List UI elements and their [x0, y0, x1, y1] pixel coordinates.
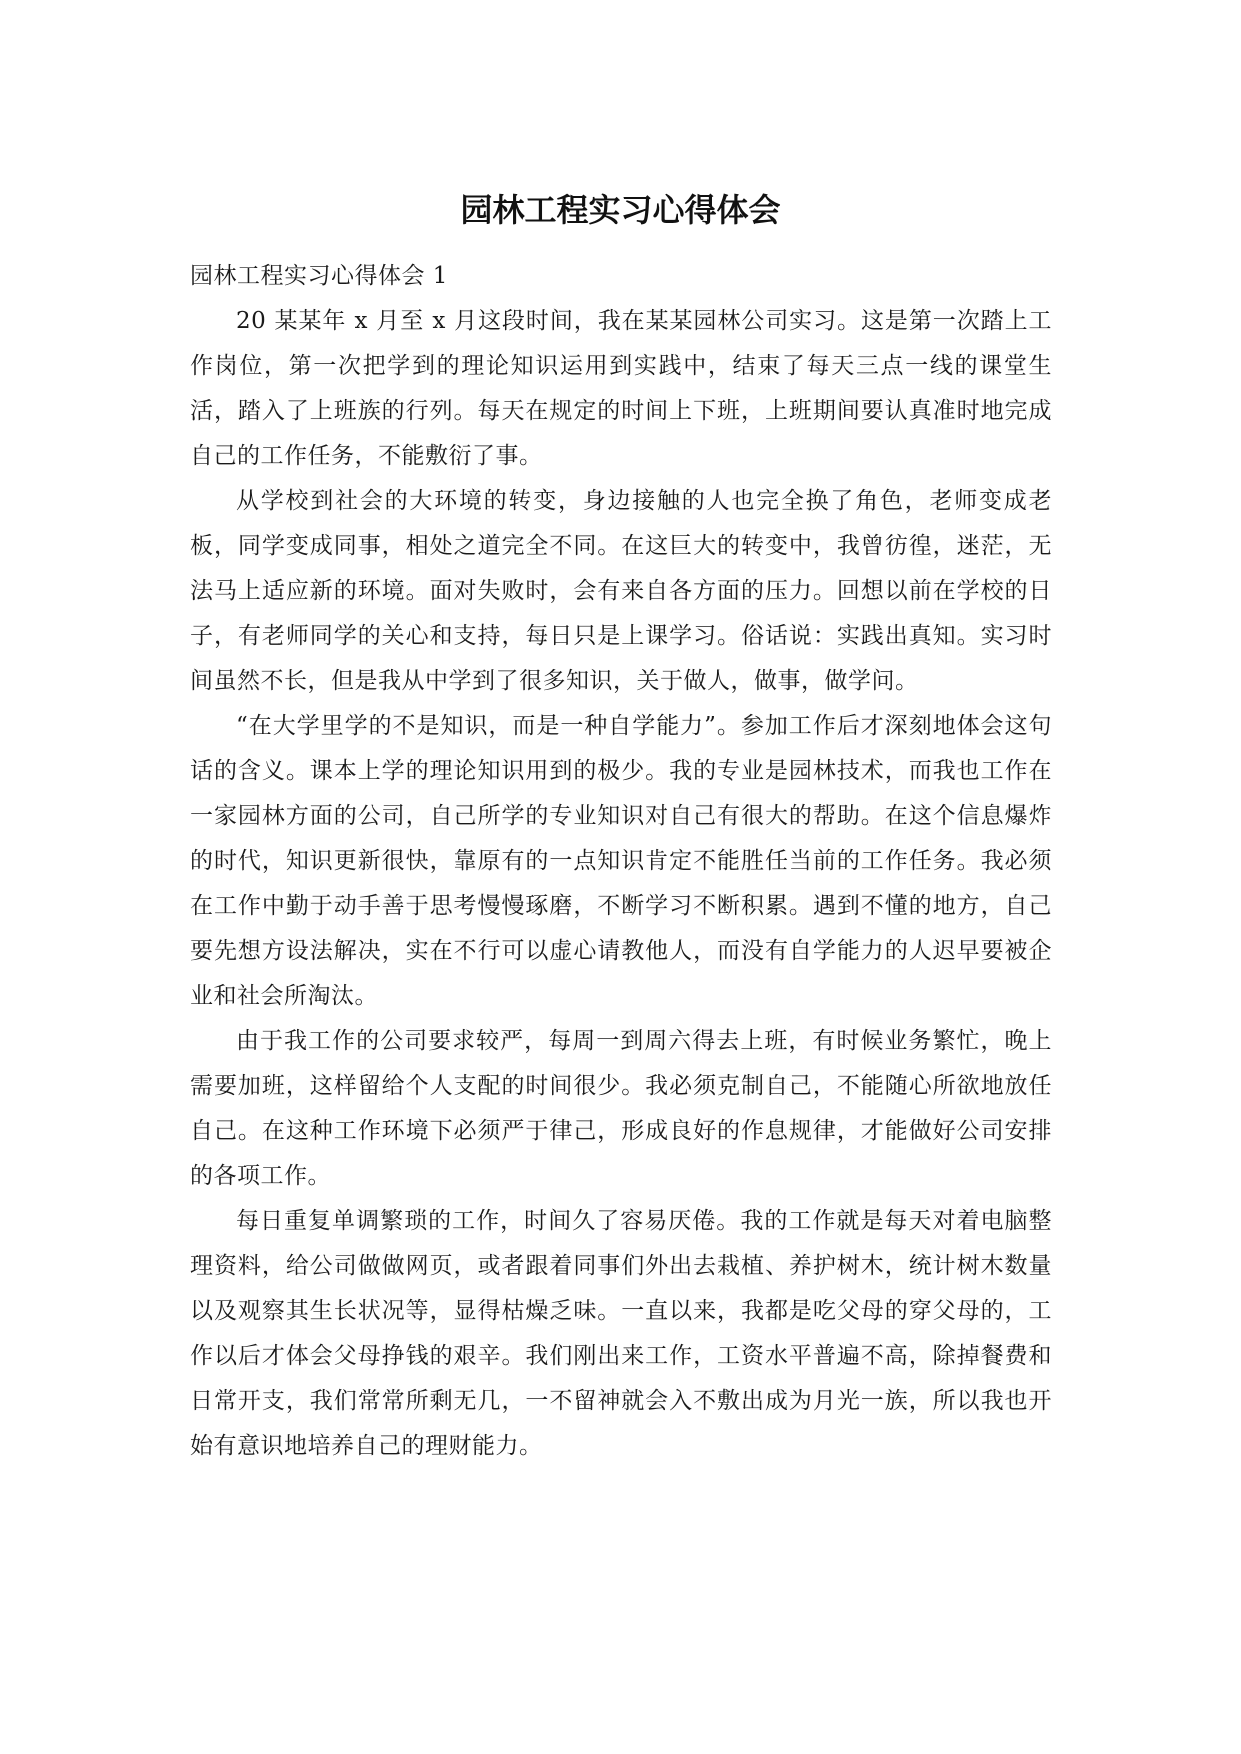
paragraph-2: 从学校到社会的大环境的转变，身边接触的人也完全换了角色，老师变成老板，同学变成同事，相处之道完全不同。在这巨大的转变中，我曾彷徨，迷茫，无法马上适应新的环境。面对失败时，会有来自各方面的压力。回想以前在学校的日子，有老师同学的关心和支持，每日只是上课学习。俗话说：实践出真知。实习时间虽然不长，但是我从中学到了很多知识，关于做人，做事，做学问。	[190, 488, 1052, 694]
paragraph-5: 每日重复单调繁琐的工作，时间久了容易厌倦。我的工作就是每天对着电脑整理资料，给公司做做网页，或者跟着同事们外出去栽植、养护树木，统计树木数量以及观察其生长状况等，显得枯燥乏味。一直以来，我都是吃父母的穿父母的，工作以后才体会父母挣钱的艰辛。我们刚出来工作，工资水平普遍不高，除掉餐费和日常开支，我们常常所剩无几，一不留神就会入不敷出成为月光一族，所以我也开始有意识地培养自己的理财能力。	[190, 1208, 1052, 1459]
paragraph-4: 由于我工作的公司要求较严，每周一到周六得去上班，有时候业务繁忙，晚上需要加班，这样留给个人支配的时间很少。我必须克制自己，不能随心所欲地放任自己。在这种工作环境下必须严于律己，形成良好的作息规律，才能做好公司安排的各项工作。	[190, 1028, 1052, 1189]
section-heading: 园林工程实习心得体会 1	[190, 263, 448, 289]
paragraph-1: 20 某某年 x 月至 x 月这段时间，我在某某园林公司实习。这是第一次踏上工作岗位，第一次把学到的理论知识运用到实践中，结束了每天三点一线的课堂生活，踏入了上班族的行列。每天在规定的时间上下班，上班期间要认真准时地完成自己的工作任务，不能敷衍了事。	[190, 308, 1052, 469]
paragraph-3: “在大学里学的不是知识，而是一种自学能力”。参加工作后才深刻地体会这句话的含义。课本上学的理论知识用到的极少。我的专业是园林技术，而我也工作在一家园林方面的公司，自己所学的专业知识对自己有很大的帮助。在这个信息爆炸的时代，知识更新很快，靠原有的一点知识肯定不能胜任当前的工作任务。我必须在工作中勤于动手善于思考慢慢琢磨，不断学习不断积累。遇到不懂的地方，自己要先想方设法解决，实在不行可以虚心请教他人，而没有自学能力的人迟早要被企业和社会所淘汰。	[190, 713, 1052, 1009]
document-title: 园林工程实习心得体会	[460, 191, 781, 229]
document-body	[190, 254, 1052, 1469]
